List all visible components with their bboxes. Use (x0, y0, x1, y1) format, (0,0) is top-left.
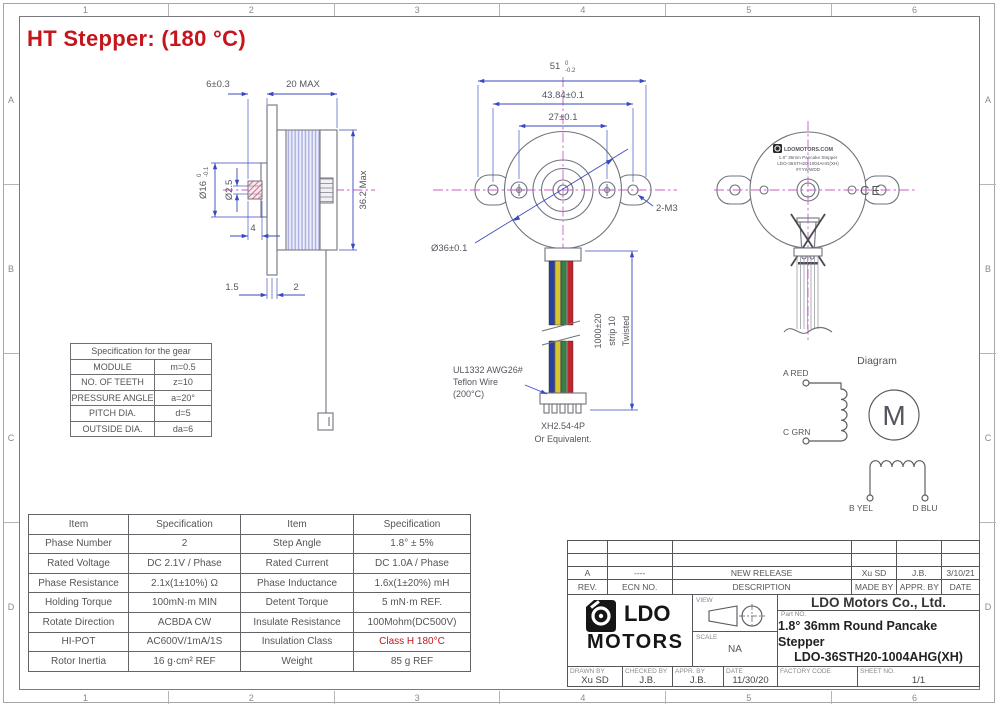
spec-value: 16 g·cm² REF (129, 652, 241, 672)
spec-item: Rated Current (241, 554, 354, 574)
gear-row-label: NO. OF TEETH (71, 375, 155, 391)
spec-value: AC600V/1mA/1S (129, 632, 241, 652)
spec-item: Phase Number (29, 534, 129, 554)
phase-ac-coil (809, 383, 847, 441)
zone-label: 4 (500, 691, 666, 704)
label-line: 1.8° 36mm Pancake Stepper (778, 155, 838, 160)
spec-header: Item (241, 515, 354, 535)
gear-row-label: PRESSURE ANGLE (71, 390, 155, 406)
cable-bundle (540, 248, 586, 413)
dim-boss-dia: Ø16 (198, 181, 209, 199)
spec-item: Phase Resistance (29, 573, 129, 593)
checked-by-label: CHECKED BY (625, 668, 668, 675)
gear-row-label: MODULE (71, 359, 155, 375)
zone-label: 5 (666, 691, 832, 704)
page-title: HT Stepper: (180 °C) (27, 26, 246, 51)
sheet-no-label: SHEET NO. (860, 668, 895, 675)
connector-type-label: XH2.54-4P (540, 421, 586, 431)
spec-item: Detent Torque (241, 593, 354, 613)
revision-header-row (568, 580, 979, 595)
spec-item: Rated Voltage (29, 554, 129, 574)
wire-exit-block (320, 178, 333, 203)
drawn-by-cell (568, 667, 623, 687)
spec-value: 85 g REF (354, 652, 471, 672)
spec-value: 2 (129, 534, 241, 554)
spec-header: Item (29, 515, 129, 535)
gear-row-value: a=20° (155, 390, 212, 406)
revision-header: DATE (949, 582, 972, 592)
diagram-title: Diagram (857, 355, 897, 367)
dim-shaft-length: 6±0.3 (206, 79, 230, 90)
scale-label: SCALE (696, 634, 718, 641)
zone-label: 5 (666, 3, 832, 16)
thread-callout: 2-M3 (656, 203, 678, 214)
gear-row-value: z=10 (155, 375, 212, 391)
gear-row-value: da=6 (155, 421, 212, 437)
zone-ruler-left (3, 16, 19, 691)
revision-header: DESCRIPTION (673, 580, 852, 594)
cable-strip-dim: strip 10 (607, 316, 617, 346)
spec-header: Specification (354, 515, 471, 535)
spec-value: DC 2.1V / Phase (129, 554, 241, 574)
scale-value: NA (728, 644, 742, 655)
dim-mount-holes: 43.84±0.1 (541, 90, 585, 101)
spec-item: HI-POT (29, 632, 129, 652)
wire-spec-callout: UL1332 AWG26# (453, 365, 523, 375)
terminal-a (803, 380, 809, 386)
spec-item: Phase Inductance (241, 573, 354, 593)
gear-spec-table (70, 343, 212, 437)
zone-label: D (7, 602, 15, 612)
checked-by-value: J.B. (639, 675, 656, 686)
zone-label: 4 (500, 3, 666, 16)
motor-spec-table (28, 514, 471, 672)
dim-boss-tol-lower: -0.1 (204, 166, 210, 177)
wire-spec-callout: (200°C) (453, 389, 485, 399)
wire-spec-callout: Teflon Wire (453, 377, 499, 387)
terminal-a-label: A RED (783, 368, 809, 378)
connector-equivalent-label: Or Equivalent. (534, 434, 592, 444)
part-name-line: 1.8° 36mm Round Pancake Stepper (778, 619, 938, 649)
dim-plate: 1.5 (225, 282, 239, 293)
view-cell (693, 595, 777, 632)
wire-connector (318, 413, 333, 430)
dim-body-dia: Ø36±0.1 (431, 243, 468, 254)
revision-rev: A (568, 567, 608, 579)
cable-twisted-note: Twisted (621, 315, 631, 347)
phase-bd-coil (870, 461, 925, 495)
factory-code-cell (778, 667, 858, 687)
spec-value: 100mN·m MIN (129, 593, 241, 613)
drawn-by-value: Xu SD (581, 675, 609, 686)
zone-label: A (3, 16, 19, 185)
revision-header: MADE BY (852, 580, 898, 594)
spec-value: DC 1.0A / Phase (354, 554, 471, 574)
motor-side-body (248, 105, 337, 430)
zone-label: 3 (335, 691, 501, 704)
ldo-logo-icon (773, 144, 782, 153)
zone-label: 2 (169, 3, 335, 16)
title-block-main (568, 595, 979, 666)
ldo-logo-icon (582, 599, 620, 633)
terminal-c-label: C GRN (783, 427, 811, 437)
revision-entry-row (568, 567, 979, 580)
spec-value: 1.8° ± 5% (354, 534, 471, 554)
label-line: LDO-36STH20-1004AHG(XH) (777, 161, 839, 166)
zone-label: 6 (912, 692, 918, 703)
zone-label: 1 (3, 3, 169, 16)
title-block-footer (568, 666, 979, 687)
revision-header: REV. (568, 580, 608, 594)
zone-ruler-top (3, 3, 997, 16)
spec-value-insulation-class: Class H 180°C (354, 632, 471, 652)
spec-item: Insulation Class (241, 632, 354, 652)
part-name (778, 619, 979, 666)
third-angle-projection-icon (706, 603, 766, 629)
dim-overall-tol-upper: 0 (565, 61, 569, 67)
revision-empty-row (568, 541, 979, 554)
zone-label: D (984, 602, 992, 612)
scale-cell (693, 632, 777, 666)
spec-item: Step Angle (241, 534, 354, 554)
motor-symbol-letter: M (882, 400, 906, 431)
revision-made-by: Xu SD (852, 567, 898, 579)
spec-value: 5 mN·m REF. (354, 593, 471, 613)
dim-overall-tol-lower: -0.2 (565, 68, 576, 74)
label-line: #YYWWDD (796, 167, 820, 172)
part-no-label: Part NO. (781, 611, 807, 619)
appr-by-label: APPR. BY (675, 668, 705, 675)
gear-row-value: d=5 (155, 406, 212, 422)
zone-ruler-bottom (3, 691, 997, 704)
spec-item: Insulate Resistance (241, 612, 354, 632)
zone-label: C (980, 354, 996, 523)
zone-label: B (980, 185, 996, 354)
revision-description: NEW RELEASE (673, 567, 852, 579)
spec-value: ACBDA CW (129, 612, 241, 632)
appr-by-value: J.B. (689, 675, 707, 686)
spec-value: 1.6x(1±20%) mH (354, 573, 471, 593)
drawn-by-label: DRAWN BY (570, 668, 605, 675)
rear-view-drawing (700, 105, 930, 350)
dim-gear-width: 4 (250, 223, 256, 234)
spec-item: Holding Torque (29, 593, 129, 613)
zone-label: 2 (169, 691, 335, 704)
zone-label: A (980, 16, 996, 185)
dim-body-length: 20 MAX (286, 79, 320, 90)
label-brand: LDOMOTORS.COM (784, 147, 834, 153)
gear-row-label: PITCH DIA. (71, 406, 155, 422)
spec-value: 100Mohm(DC500V) (354, 612, 471, 632)
factory-code-label: FACTORY CODE (780, 668, 831, 675)
terminal-b (867, 495, 873, 501)
zone-label: 3 (335, 3, 501, 16)
spec-item: Rotor Inertia (29, 652, 129, 672)
revision-appr-by: J.B. (897, 567, 942, 579)
ce-mark-icon: CE (860, 183, 883, 198)
wiring-diagram (775, 345, 980, 517)
sheet-no-cell (858, 667, 979, 687)
date-label: DATE (726, 668, 743, 675)
spec-header: Specification (129, 515, 241, 535)
cable-connector (540, 393, 586, 404)
terminal-b-label: B YEL (849, 503, 873, 513)
company-name: LDO Motors Co., Ltd. (778, 595, 979, 611)
revision-ecn: ---- (608, 567, 673, 579)
dim-overall: 51 (549, 61, 561, 72)
zone-ruler-right (980, 16, 996, 691)
cable-length-dim: 1000±20 (593, 313, 603, 349)
spec-item: Rotate Direction (29, 612, 129, 632)
company-logo (568, 595, 693, 666)
gear-shaft (248, 181, 262, 199)
zone-label: C (3, 354, 19, 523)
dim-boss-tol-upper: 0 (197, 173, 203, 177)
title-block (567, 540, 980, 687)
date-value: 11/30/20 (732, 675, 769, 686)
dim-shaft-dia: Ø2.5 (224, 179, 235, 201)
dim-body-height: 36.2 Max (358, 170, 369, 210)
dim-screws: 27±0.1 (548, 112, 578, 123)
gear-row-value: m=0.5 (155, 359, 212, 375)
zone-label: 1 (3, 691, 169, 704)
gear-row-label: OUTSIDE DIA. (71, 421, 155, 437)
zone-label: B (3, 185, 19, 354)
revision-empty-row (568, 554, 979, 567)
date-cell (724, 667, 778, 687)
gear-table-title: Specification for the gear (71, 344, 212, 360)
checked-by-cell (623, 667, 673, 687)
revision-date: 3/10/21 (946, 568, 975, 578)
terminal-c (803, 438, 809, 444)
sheet-no-value: 1/1 (911, 675, 926, 686)
zone-label: 6 (912, 4, 918, 15)
spec-item: Weight (241, 652, 354, 672)
revision-header: APPR. BY (897, 580, 942, 594)
appr-by-cell (673, 667, 724, 687)
front-view-drawing (425, 55, 685, 460)
spec-value: 2.1x(1±10%) Ω (129, 573, 241, 593)
logo-text-ldo: LDO (624, 601, 671, 626)
part-name-line: LDO-36STH20-1004AHG(XH) (794, 650, 963, 665)
dim-step: 2 (293, 282, 299, 293)
terminal-d-label: D BLU (912, 503, 938, 513)
revision-header: ECN NO. (608, 580, 673, 594)
terminal-d (922, 495, 928, 501)
view-label: VIEW (696, 597, 713, 604)
logo-text-motors: MOTORS (587, 631, 684, 653)
